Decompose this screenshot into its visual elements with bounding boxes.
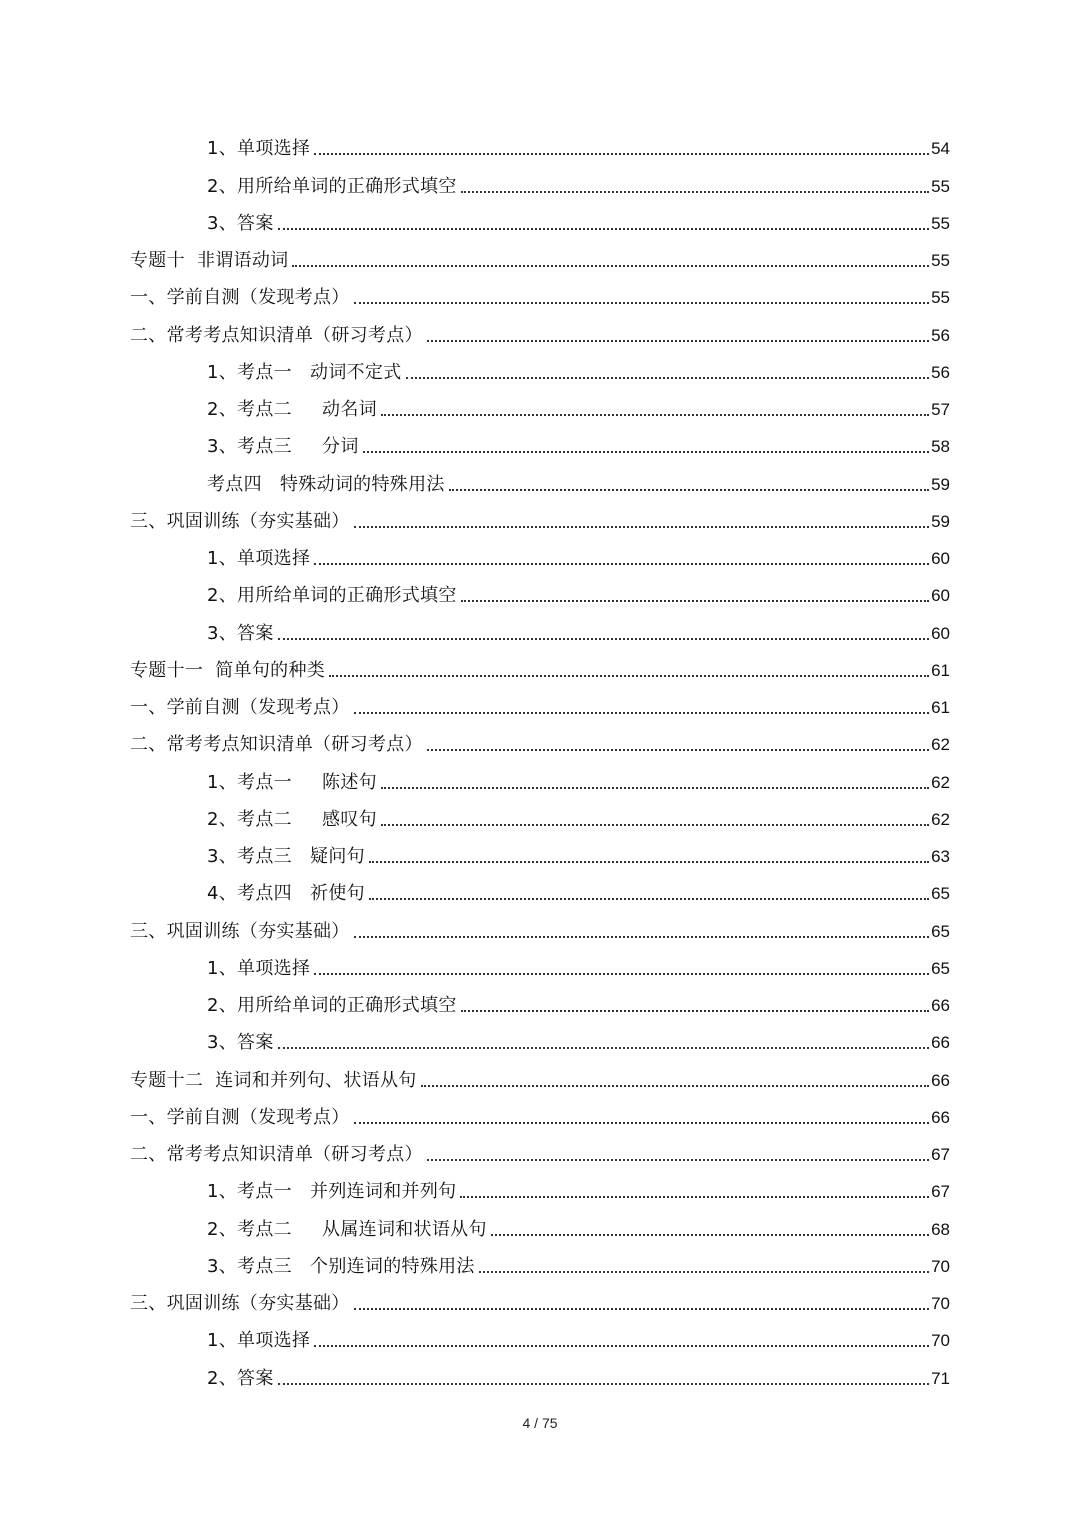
toc-entry[interactable] xyxy=(130,462,950,499)
toc-entry-title: 2、用所给单词的正确形式填空 xyxy=(207,175,457,197)
toc-entry[interactable] xyxy=(130,1058,950,1095)
toc-dot-leader xyxy=(369,861,929,863)
toc-entry-title: 考点四 特殊动词的特殊用法 xyxy=(207,473,445,495)
toc-entry[interactable] xyxy=(130,164,950,201)
toc-entry[interactable] xyxy=(130,909,950,946)
toc-entry[interactable] xyxy=(130,1319,950,1356)
toc-entry[interactable] xyxy=(130,686,950,723)
toc-entry-page-number: 59 xyxy=(931,511,950,531)
toc-entry-page-number: 55 xyxy=(931,251,950,270)
toc-entry[interactable] xyxy=(130,835,950,872)
toc-entry[interactable] xyxy=(130,500,950,537)
toc-entry-page-number: 61 xyxy=(931,660,950,680)
toc-dot-leader xyxy=(427,1159,929,1161)
toc-entry[interactable] xyxy=(130,276,950,313)
toc-entry-title: 4、考点四 祈使句 xyxy=(207,883,365,905)
toc-entry-page-number: 59 xyxy=(931,474,950,494)
toc-entry-title: 1、考点一 动词不定式 xyxy=(207,361,402,383)
toc-entry-page-number: 60 xyxy=(931,623,950,643)
toc-dot-leader xyxy=(354,526,929,528)
toc-entry-title: 三、巩固训练（夯实基础） xyxy=(130,510,350,532)
toc-entry[interactable] xyxy=(130,574,950,611)
toc-dot-leader xyxy=(314,973,929,975)
toc-entry-title: 1、单项选择 xyxy=(207,1330,311,1352)
toc-entry-page-number: 67 xyxy=(931,1182,950,1202)
toc-entry-title: 三、巩固训练（夯实基础） xyxy=(130,1293,350,1314)
toc-entry-page-number: 60 xyxy=(931,549,950,568)
toc-entry-page-number: 55 xyxy=(931,288,950,308)
toc-entry-title: 2、答案 xyxy=(207,1367,274,1389)
toc-entry-page-number: 71 xyxy=(931,1368,950,1388)
toc-entry[interactable] xyxy=(130,611,950,648)
toc-dot-leader xyxy=(354,1122,929,1124)
toc-dot-leader xyxy=(354,712,929,714)
toc-entry-page-number: 54 xyxy=(931,139,950,159)
toc-entry[interactable] xyxy=(130,313,950,350)
toc-entry[interactable] xyxy=(130,351,950,388)
toc-dot-leader xyxy=(354,302,929,304)
toc-dot-leader xyxy=(381,414,929,416)
toc-entry-title: 3、考点三 个别连词的特殊用法 xyxy=(207,1255,475,1277)
toc-entry-title: 3、答案 xyxy=(207,212,274,234)
page-number: 4 / 75 xyxy=(522,1415,558,1431)
toc-dot-leader xyxy=(278,1383,929,1385)
toc-entry-page-number: 62 xyxy=(931,735,950,755)
toc-entry-title: 2、考点二 从属连词和状语从句 xyxy=(207,1218,487,1240)
toc-dot-leader xyxy=(461,1010,929,1012)
toc-entry-page-number: 70 xyxy=(931,1294,950,1313)
toc-dot-leader xyxy=(354,1308,929,1310)
toc-entry-title: 二、常考考点知识清单（研习考点） xyxy=(130,734,423,756)
toc-entry-page-number: 63 xyxy=(931,847,950,866)
toc-entry[interactable] xyxy=(130,984,950,1021)
toc-entry-title: 2、用所给单词的正确形式填空 xyxy=(207,995,457,1016)
toc-entry-title: 2、考点二 感叹句 xyxy=(207,808,377,830)
toc-entry-title: 3、答案 xyxy=(207,622,274,644)
toc-dot-leader xyxy=(369,898,929,900)
toc-entry[interactable] xyxy=(130,537,950,574)
toc-entry-page-number: 62 xyxy=(931,809,950,829)
toc-entry-page-number: 70 xyxy=(931,1331,950,1351)
toc-entry-page-number: 65 xyxy=(931,958,950,978)
toc-entry-page-number: 66 xyxy=(931,996,950,1015)
toc-entry[interactable] xyxy=(130,1170,950,1207)
toc-dot-leader xyxy=(278,228,929,230)
toc-entry-title: 3、考点三 分词 xyxy=(207,436,359,458)
toc-dot-leader xyxy=(278,638,929,640)
toc-entry-title: 2、考点二 动名词 xyxy=(207,399,377,420)
toc-entry-title: 二、常考考点知识清单（研习考点） xyxy=(130,1144,423,1165)
toc-entry[interactable] xyxy=(130,239,950,276)
toc-entry-page-number: 60 xyxy=(931,586,950,606)
toc-entry-page-number: 67 xyxy=(931,1145,950,1164)
toc-dot-leader xyxy=(461,600,929,602)
toc-entry-title: 专题十一 简单句的种类 xyxy=(130,659,326,681)
toc-entry-title: 一、学前自测（发现考点） xyxy=(130,697,350,718)
toc-entry-title: 3、考点三 疑问句 xyxy=(207,846,365,867)
toc-entry-title: 1、考点一 陈述句 xyxy=(207,771,377,793)
toc-entry-page-number: 66 xyxy=(931,1070,950,1090)
toc-entry-page-number: 56 xyxy=(931,325,950,345)
toc-entry[interactable] xyxy=(130,202,950,239)
toc-entry[interactable] xyxy=(130,872,950,909)
toc-entry[interactable] xyxy=(130,723,950,760)
toc-entry-page-number: 65 xyxy=(931,884,950,904)
toc-dot-leader xyxy=(449,489,929,491)
toc-dot-leader xyxy=(427,749,929,751)
toc-dot-leader xyxy=(314,153,929,155)
toc-entry-title: 三、巩固训练（夯实基础） xyxy=(130,920,350,942)
toc-entry[interactable] xyxy=(130,1245,950,1282)
toc-entry-page-number: 61 xyxy=(931,698,950,717)
toc-dot-leader xyxy=(479,1271,929,1273)
toc-entry-title: 1、单项选择 xyxy=(207,548,311,569)
toc-entry-page-number: 70 xyxy=(931,1256,950,1276)
toc-entry-title: 一、学前自测（发现考点） xyxy=(130,287,350,309)
toc-entry-title: 1、单项选择 xyxy=(207,138,311,160)
toc-dot-leader xyxy=(278,1047,929,1049)
toc-entry[interactable] xyxy=(130,1207,950,1244)
toc-entry-page-number: 55 xyxy=(931,213,950,233)
toc-dot-leader xyxy=(314,1345,929,1347)
toc-dot-leader xyxy=(461,191,929,193)
toc-entry-page-number: 66 xyxy=(931,1107,950,1127)
toc-dot-leader xyxy=(406,377,930,379)
toc-entry-title: 2、用所给单词的正确形式填空 xyxy=(207,585,457,607)
toc-dot-leader xyxy=(363,451,929,453)
toc-dot-leader xyxy=(381,824,929,826)
toc-entry-title: 一、学前自测（发现考点） xyxy=(130,1106,350,1128)
toc-dot-leader xyxy=(354,936,929,938)
toc-entry[interactable] xyxy=(130,425,950,462)
toc-entry-title: 1、考点一 并列连词和并列句 xyxy=(207,1181,457,1203)
toc-entry-page-number: 56 xyxy=(931,362,950,382)
toc-entry[interactable] xyxy=(130,127,950,164)
toc-entry-page-number: 55 xyxy=(931,176,950,196)
toc-dot-leader xyxy=(421,1085,930,1087)
toc-entry-title: 3、答案 xyxy=(207,1032,274,1054)
toc-entry-page-number: 68 xyxy=(931,1219,950,1239)
toc-entry-title: 专题十二 连词和并列句、状语从句 xyxy=(130,1069,417,1091)
toc-dot-leader xyxy=(381,787,929,789)
toc-entry-page-number: 65 xyxy=(931,921,950,941)
toc-dot-leader xyxy=(460,1196,929,1198)
toc-entry-page-number: 62 xyxy=(931,772,950,792)
toc-entry[interactable] xyxy=(130,1096,950,1133)
toc-entry[interactable] xyxy=(130,760,950,797)
toc-dot-leader xyxy=(292,265,929,267)
toc-entry[interactable] xyxy=(130,1133,950,1170)
toc-entry[interactable] xyxy=(130,798,950,835)
toc-dot-leader xyxy=(427,340,929,342)
toc-entry-title: 专题十 非谓语动词 xyxy=(130,250,289,271)
toc-dot-leader xyxy=(314,563,929,565)
toc-entry-page-number: 66 xyxy=(931,1033,950,1053)
toc-entry[interactable] xyxy=(130,649,950,686)
toc-entry[interactable] xyxy=(130,1282,950,1319)
toc-dot-leader xyxy=(491,1234,929,1236)
toc-entry-page-number: 58 xyxy=(931,437,950,457)
toc-entry-title: 二、常考考点知识清单（研习考点） xyxy=(130,324,423,346)
toc-dot-leader xyxy=(329,675,929,677)
toc-entry[interactable] xyxy=(130,947,950,984)
table-of-contents xyxy=(130,127,950,1394)
toc-entry[interactable] xyxy=(130,1356,950,1393)
toc-entry-title: 1、单项选择 xyxy=(207,957,311,979)
toc-entry-page-number: 57 xyxy=(931,400,950,419)
toc-entry[interactable] xyxy=(130,388,950,425)
toc-entry[interactable] xyxy=(130,1021,950,1058)
